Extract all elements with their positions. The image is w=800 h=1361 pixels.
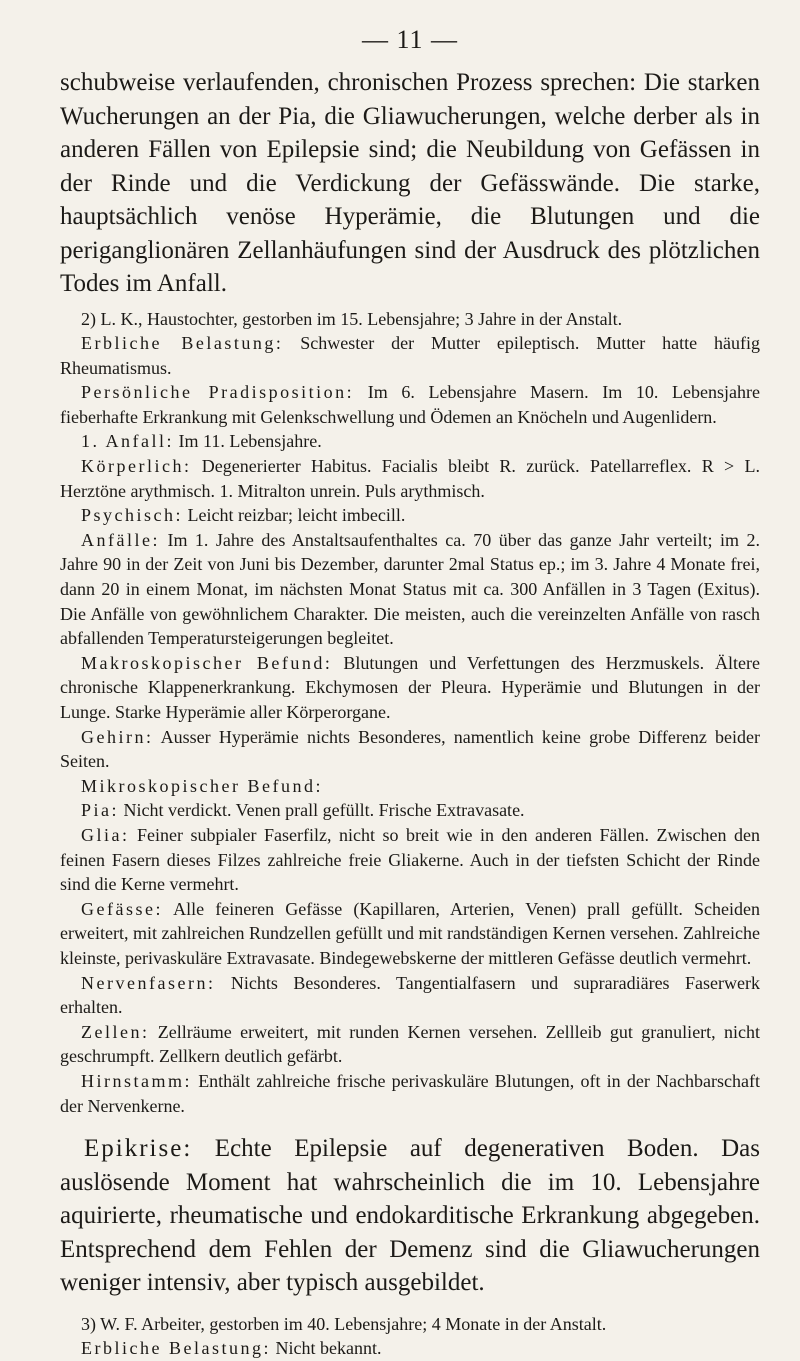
case-3-section (60, 1312, 760, 1361)
entry-lead: Erbliche Belastung: (81, 333, 284, 354)
case-2-entry (60, 774, 760, 799)
entry-text: Im 11. Lebensjahre. (174, 431, 322, 452)
entry-text: Alle feineren Gefässe (Kapillaren, Arterien, Venen) prall gefüllt. Scheiden erweitert, mit zahlreichen Rundzellen gefüllt und mit randständigen Kernen versehen. Zahlreiche kleinste, perivaskuläre Extravasate. Bindegewebskerne der mittleren Gefässe deutlich vermehrt. (60, 898, 760, 968)
intro-section (60, 66, 760, 301)
entry-lead: Gehirn: (81, 726, 154, 747)
case-2-entry (60, 429, 760, 454)
case-3-header: 3) W. F. Arbeiter, gestorben im 40. Lebensjahre; 4 Monate in der Anstalt. (81, 1313, 607, 1334)
entry-lead: Anfälle: (81, 529, 160, 550)
entry-text: Ausser Hyperämie nichts Besonderes, namentlich keine grobe Differenz beider Seiten. (60, 726, 760, 772)
epikrise-text: Echte Epilepsie auf degenerativen Boden. Das auslösende Moment hat wahrscheinlich die im 10. Lebensjahre aquirierte, rheumatische und endokarditische Erkrankung abgegeben. Entsprechend dem Fehlen der Demenz sind die Gliawucherungen weniger intensiv, aber typisch ausgebildet. (60, 1135, 760, 1297)
entry-text: Leicht reizbar; leicht imbecill. (183, 505, 406, 526)
case-2-entry (60, 331, 760, 380)
case-2-section (60, 307, 760, 1119)
case-2-entry (60, 971, 760, 1020)
entry-text: Nicht bekannt. (270, 1338, 382, 1359)
entry-lead: 1. Anfall: (81, 431, 174, 452)
case-2-entry (60, 651, 760, 725)
epikrise-lead: Epikrise: (84, 1135, 193, 1163)
entry-lead: Glia: (81, 824, 130, 845)
entry-lead: Psychisch: (81, 505, 184, 526)
entry-lead: Zellen: (81, 1021, 150, 1042)
entry-text: Im 1. Jahre des Anstaltsaufenthaltes ca. 70 über das ganze Jahr verteilt; im 2. Jahre 90 in der Zeit von Juni bis Dezember, darunter 2mal Status ep.; im 3. Jahre 4 Monate frei, dann 20 in einem Monat, im nächsten Monat Status mit ca. 300 Anfällen in 3 Tagen (Exitus). Die Anfälle von gewöhnlichem Charakter. Die meisten, auch die vereinzelten Anfälle von rasch abfallenden Temperatursteigerungen begleitet. (60, 529, 760, 649)
entry-text: Im 6. Lebensjahre Masern. Im 10. Lebensjahre fieberhafte Erkrankung mit Gelenkschwellung und Ödemen an Knöcheln und Augenlidern. (60, 382, 760, 427)
case-2-entry (60, 798, 760, 823)
entry-text: Schwester der Mutter epileptisch. Mutter hatte häufig Rheumatismus. (60, 333, 760, 378)
entry-lead: Persönliche Pradisposition: (81, 382, 355, 403)
case-2-entry (60, 897, 760, 971)
case-2-entry (60, 725, 760, 774)
case-2-entry (60, 454, 760, 503)
entry-lead: Körperlich: (81, 456, 192, 477)
case-2-header: 2) L. K., Haustochter, gestorben im 15. Lebensjahre; 3 Jahre in der Anstalt. (81, 308, 623, 329)
entry-lead: Makroskopischer Befund: (81, 652, 333, 673)
entry-lead: Hirnstamm: (81, 1070, 192, 1091)
entry-text: Nichts Besonderes. Tangentialfasern und supraradiäres Faserwerk erhalten. (60, 972, 760, 1018)
entry-text: Enthält zahlreiche frische perivaskuläre Blutungen, oft in der Nachbarschaft der Nervenkerne. (60, 1070, 760, 1116)
case-2-entry (60, 1069, 760, 1118)
case-2-entry (60, 1020, 760, 1069)
epikrise-section (60, 1132, 760, 1300)
entry-text: Blutungen und Verfettungen des Herzmuskels. Ältere chronische Klappenerkrankung. Ekchymosen der Pleura. Hyperämie und Blutungen in der Lunge. Starke Hyperämie aller Körperorgane. (60, 652, 760, 722)
case-2-entry (60, 380, 760, 429)
case-2-entry (60, 503, 760, 528)
entry-text: Nicht verdickt. Venen prall gefüllt. Frische Extravasate. (119, 800, 525, 821)
entry-lead: Nervenfasern: (81, 972, 216, 993)
entry-text: Zellräume erweitert, mit runden Kernen versehen. Zellleib gut granuliert, nicht geschrumpft. Zellkern deutlich gefärbt. (60, 1021, 760, 1067)
case-2-entry (60, 528, 760, 651)
epikrise-paragraph (60, 1132, 760, 1300)
entry-lead: Mikroskopischer Befund: (81, 775, 323, 796)
case-2-entry (60, 823, 760, 897)
entry-text: Feiner subpialer Faserfilz, nicht so breit wie in den anderen Fällen. Zwischen den feinen Fasern dieses Filzes zahlreiche freie Gliakerne. Auch in der tiefsten Schicht der Rinde sind die Kerne vermehrt. (60, 824, 760, 895)
case-3-entry (60, 1336, 760, 1361)
entry-text: Degenerierter Habitus. Facialis bleibt R. zurück. Patellarreflex. R > L. Herztöne arythmisch. 1. Mitralton unrein. Puls arythmisch. (60, 456, 760, 501)
entry-lead: Gefässe: (81, 898, 163, 919)
intro-paragraph: schubweise verlaufenden, chronischen Prozess sprechen: Die starken Wucherungen an der Pia, die Gliawucherungen, welche derber als in anderen Fällen von Epilepsie sind; die Neubildung von Gefässen in der Rinde und die Verdickung der Gefässwände. Die starke, hauptsächlich venöse Hyperämie, die Blutungen und die periganglionären Zellanhäufungen sind der Ausdruck des plötzlichen Todes im Anfall. (60, 69, 760, 297)
page-number: — 11 — (361, 25, 459, 54)
entry-lead: Erbliche Belastung: (81, 1338, 271, 1359)
entry-lead: Pia: (81, 800, 120, 821)
